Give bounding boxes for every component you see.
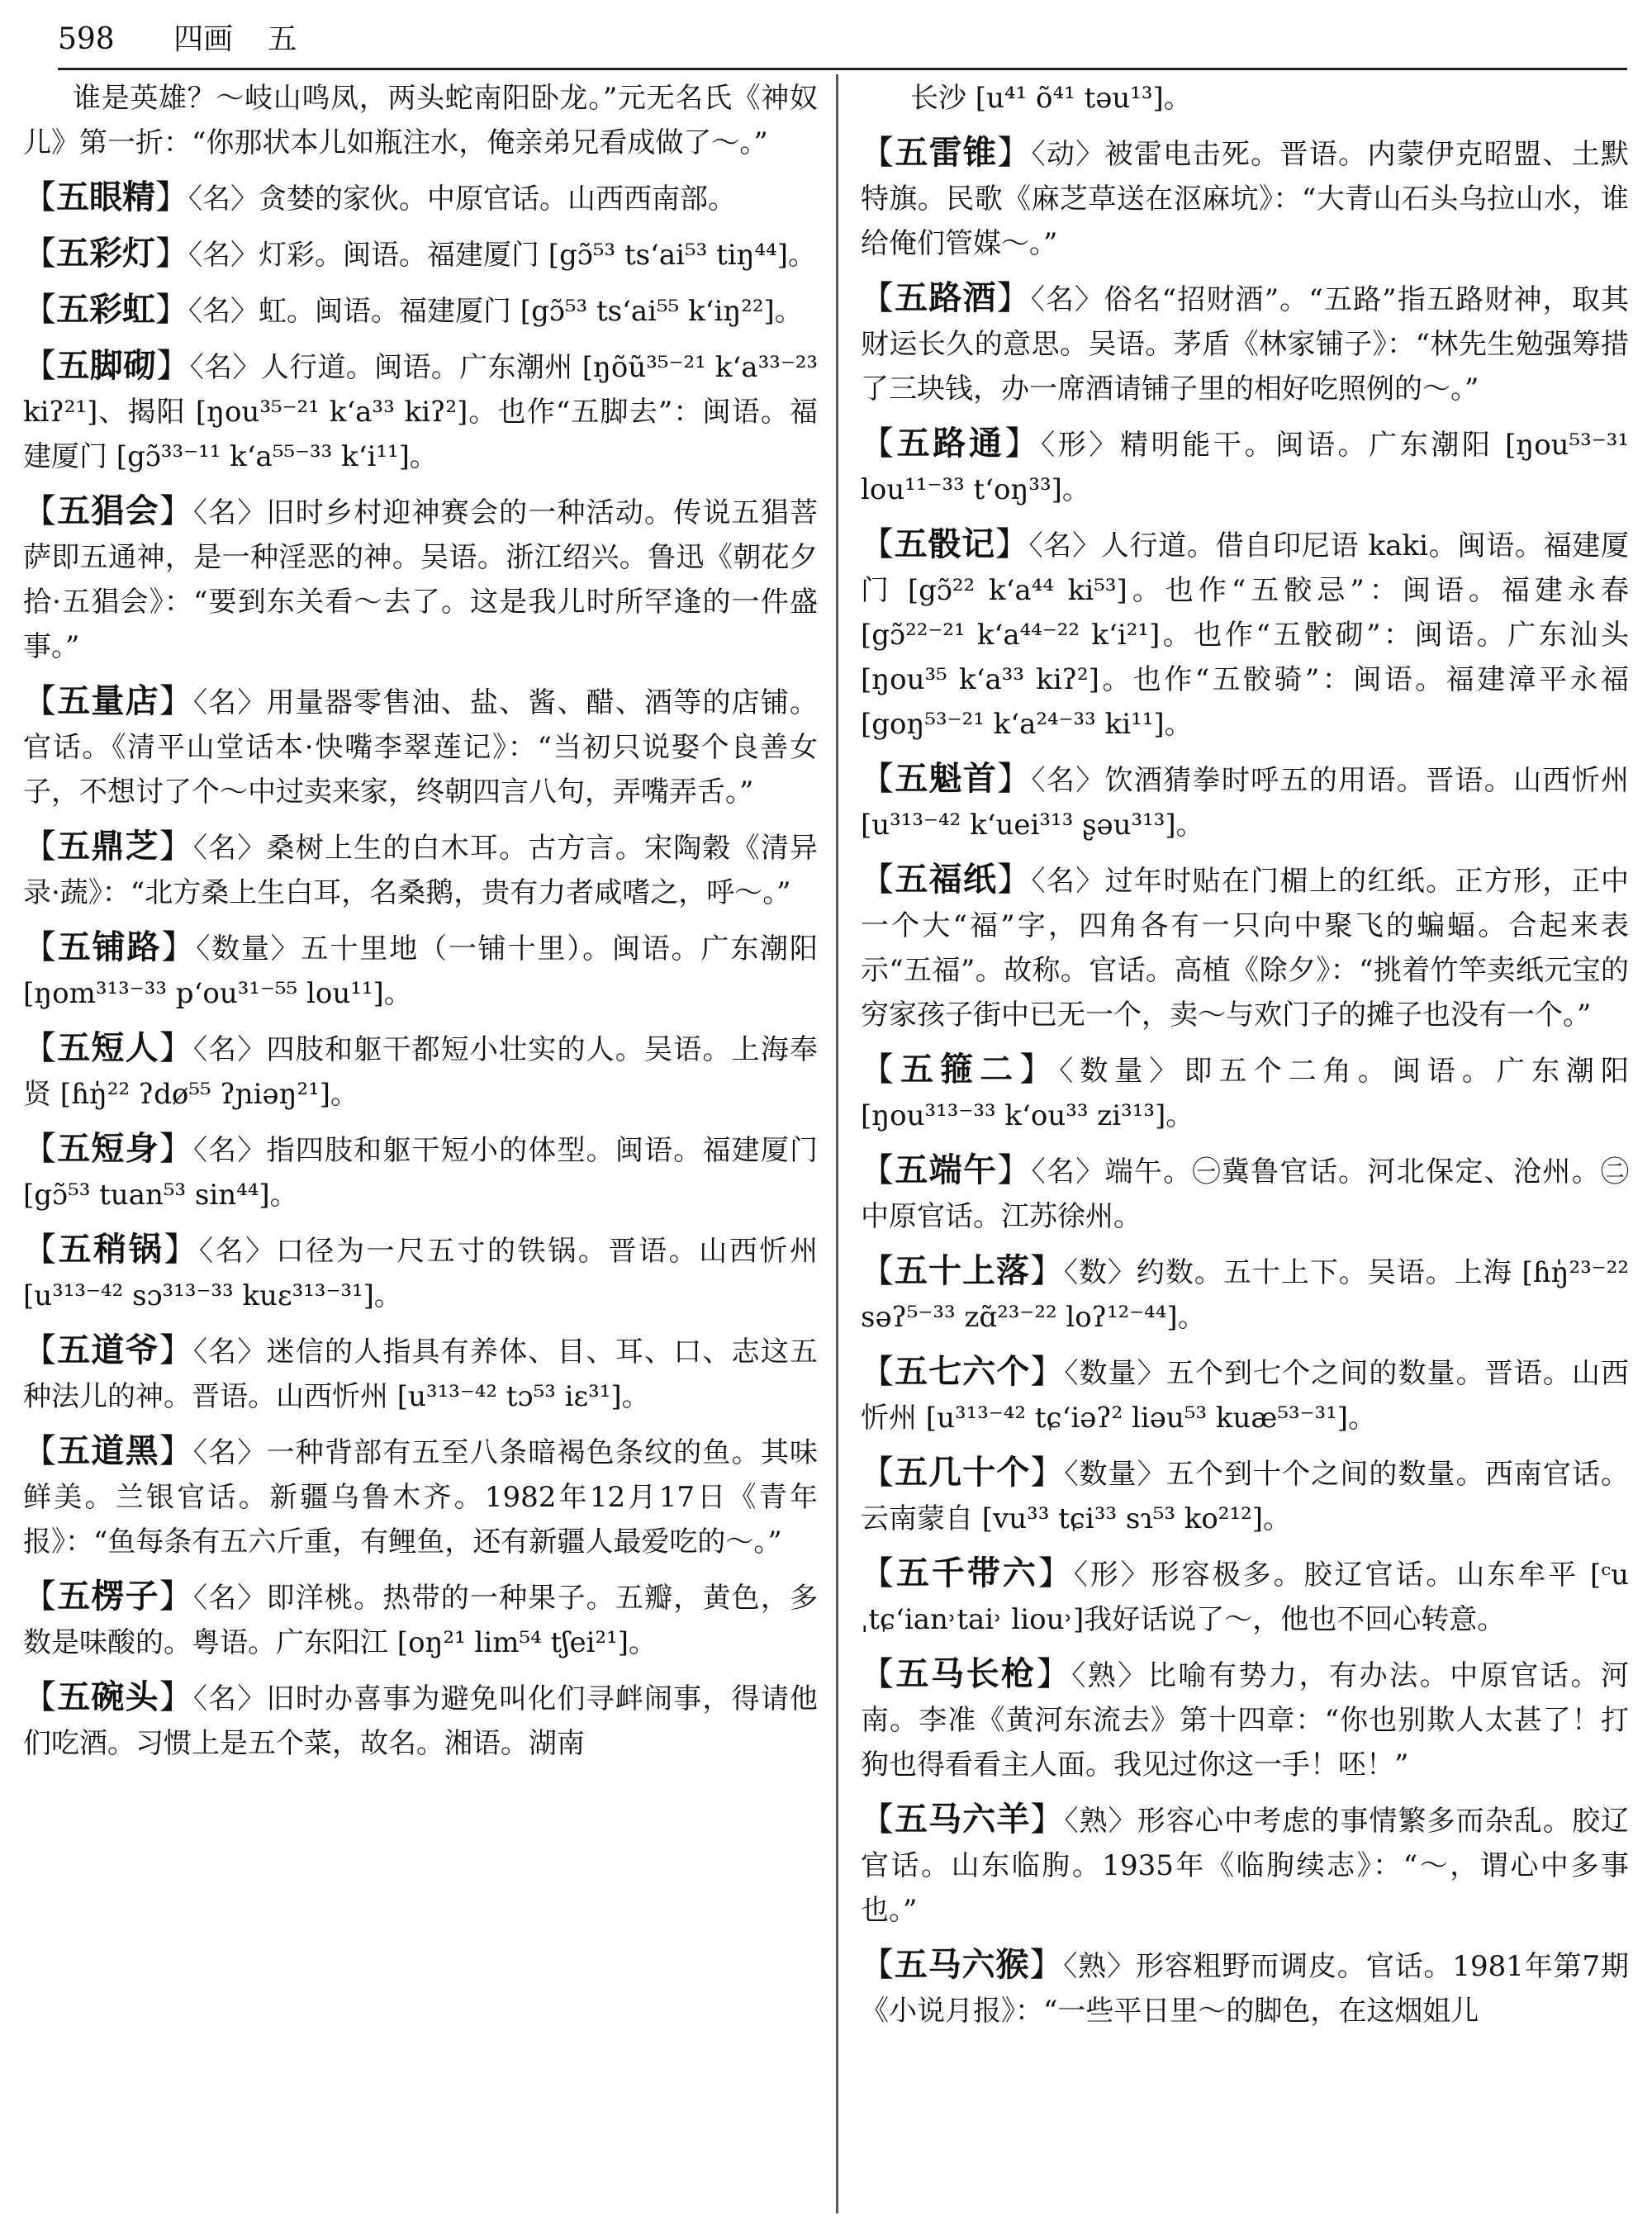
entry-definition: 〈名〉一种背部有五至八条暗褐色条纹的鱼。其味鲜美。兰银官话。新疆乌鲁木齐。1982年12月17日《青年报》：“鱼每条有五六斤重，有鲤鱼，还有新疆人最爱吃的～。”: [23, 1436, 818, 1559]
entry-definition: 〈名〉端午。㊀冀鲁官话。河北保定、沧州。㊁中原官话。江苏徐州。: [861, 1155, 1629, 1233]
dictionary-entry: [23, 344, 818, 479]
dictionary-entry: [861, 1350, 1629, 1440]
entry-definition: 〈动〉被雷电击死。晋语。内蒙伊克昭盟、土默特旗。民歌《麻芝草送在沤麻坑》：“大青山石头乌拉山水，谁给俺们管媒～。”: [861, 138, 1629, 260]
dictionary-entry: [861, 1047, 1629, 1138]
entry-definition: 〈熟〉比喻有势力，有办法。中原官话。河南。李准《黄河东流去》第十四章：“你也别欺人太甚了！打狗也得看看主人面。我见过你这一手！呸！”: [861, 1659, 1629, 1782]
dictionary-entry: [861, 130, 1629, 266]
dictionary-entry: [861, 757, 1629, 847]
entry-definition: 〈数量〉五个到十个之间的数量。西南官话。云南蒙自 [vu³³ tɕi³³ sɿ⁵³ ko²¹²]。: [861, 1458, 1629, 1535]
page-header: [58, 17, 1627, 66]
dictionary-entry: [861, 1652, 1629, 1787]
dictionary-entry: [23, 1227, 818, 1318]
dictionary-entry: [23, 1127, 818, 1217]
entry-headword: 【五稍锅】: [23, 1230, 200, 1269]
entry-definition: 〈数量〉五个到七个之间的数量。晋语。山西忻州 [u³¹³⁻⁴² tɕʻiəʔ² liəu⁵³ kuæ⁵³⁻³¹]。: [861, 1357, 1629, 1435]
entry-definition: 〈熟〉形容心中考虑的事情繁多而杂乱。胶辽官话。山东临朐。1935年《临朐续志》：“～，谓心中多事也。”: [861, 1805, 1629, 1927]
dictionary-entry: [861, 1450, 1629, 1541]
entry-definition: 〈名〉虹。闽语。福建厦门 [gɔ̃⁵³ tsʻai⁵⁵ kʻiŋ²²]。: [188, 295, 803, 328]
entry-headword: 【五千带六】: [861, 1554, 1074, 1592]
continuation-text: 谁是英雄？～岐山鸣凤，两头蛇南阳卧龙。”元无名氏《神奴儿》第一折：“你那状本儿如瓶注水，俺亲弟兄看成做了～。”: [23, 82, 818, 159]
entry-headword: 【五道爷】: [23, 1331, 193, 1369]
entry-headword: 【五眼精】: [23, 178, 188, 216]
dictionary-entry: [23, 1328, 818, 1419]
entry-headword: 【五魁首】: [861, 759, 1032, 798]
entry-definition: 〈形〉形容极多。胶辽官话。山东牟平 [ᶜu ˌtɕʻian˒tai˒ liou˒]我好话说了～，他也不回心转意。: [861, 1559, 1629, 1636]
dictionary-entry: [23, 1675, 818, 1766]
entry-headword: 【五路通】: [861, 424, 1042, 463]
entry-headword: 【五短身】: [23, 1129, 193, 1168]
entry-headword: 【五楞子】: [23, 1577, 193, 1616]
dictionary-entry: [23, 231, 818, 278]
dictionary-entry: [23, 1429, 818, 1564]
dictionary-entry: [23, 824, 818, 915]
dictionary-entry: [23, 1574, 818, 1665]
entry-headword: 【五马长枪】: [861, 1654, 1072, 1693]
dictionary-entry: [861, 1148, 1629, 1239]
entry-definition: 〈名〉贪婪的家伙。中原官话。山西西南部。: [188, 183, 736, 216]
entry-headword: 【五铺路】: [23, 928, 197, 966]
entry-headword: 【五骰记】: [861, 524, 1029, 563]
entry-headword: 【五十上落】: [861, 1251, 1064, 1290]
dictionary-entry: [23, 925, 818, 1016]
entry-headword: 【五几十个】: [861, 1453, 1065, 1492]
entry-headword: 【五马六羊】: [861, 1800, 1065, 1839]
dictionary-entry: [23, 489, 818, 669]
entry-definition: 〈熟〉形容粗野而调皮。官话。1981年第7期《小说月报》：“一些平日里～的脚色，在这烟姐儿: [861, 1950, 1629, 2028]
entry-headword: 【五箍二】: [861, 1050, 1060, 1089]
page-number: 598: [58, 22, 115, 56]
entry-definition: 〈名〉四肢和躯干都短小壮实的人。吴语。上海奉贤 [ɦŋ̍²² ʔdø⁵⁵ ʔɲiəŋ²¹]。: [23, 1033, 818, 1111]
continuation-text: 长沙 [u⁴¹ õ⁴¹ təu¹³]。: [910, 82, 1192, 115]
entry-definition: 〈名〉饮酒猜拳时呼五的用语。晋语。山西忻州 [u³¹³⁻⁴² kʻuei³¹³ ʂəu³¹³]。: [861, 764, 1629, 842]
entry-definition: 〈数量〉即五个二角。闽语。广东潮阳 [ŋou³¹³⁻³³ kʻou³³ zi³¹³]。: [861, 1055, 1629, 1132]
entry-headword: 【五彩虹】: [23, 290, 188, 329]
entry-definition: 〈形〉精明能干。闽语。广东潮阳 [ŋou⁵³⁻³¹ lou¹¹⁻³³ tʻoŋ³³]。: [861, 429, 1629, 506]
entry-definition: 〈名〉口径为一尺五寸的铁锅。晋语。山西忻州 [u³¹³⁻⁴² sɔ³¹³⁻³³ kuɛ³¹³⁻³¹]。: [23, 1235, 818, 1312]
entry-headword: 【五量店】: [23, 681, 193, 720]
entry-headword: 【五雷锥】: [861, 133, 1032, 172]
dictionary-entry: [23, 1026, 818, 1117]
entry-definition: 〈名〉指四肢和躯干短小的体型。闽语。福建厦门 [gɔ̃⁵³ tuan⁵³ sin⁴⁴]。: [23, 1134, 818, 1212]
entry-headword: 【五碗头】: [23, 1677, 193, 1716]
dictionary-entry: [861, 276, 1629, 411]
entry-definition: 〈名〉人行道。借自印尼语 kaki。闽语。福建厦门 [gɔ̃²² kʻa⁴⁴ ki⁵³]。也作“五骹忌”：闽语。福建永春 [gɔ̃²²⁻²¹ kʻa⁴⁴⁻²² kʻi²¹]。也作“五骹砌”：闽语。广东汕头 [ŋou³⁵ kʻa³³ kiʔ²]。也作“五骹骑”：闽语。福建漳平永福 [goŋ⁵³⁻²¹ kʻa²⁴⁻³³ ki¹¹]。: [861, 529, 1629, 741]
dictionary-entry: [861, 421, 1629, 512]
entry-definition: 〈名〉旧时办喜事为避免叫化们寻衅闹事，得请他们吃酒。习惯上是五个菜，故名。湘语。湖南: [23, 1682, 818, 1760]
dictionary-entry: [23, 175, 818, 221]
entry-definition: 〈名〉过年时贴在门楣上的红纸。正方形，正中一个大“福”字，四角各有一只向中聚飞的蝙蝠。合起来表示“五福”。故称。官话。高植《除夕》：“挑着竹竿卖纸元宝的穷家孩子街中已无一个，卖～与欢门子的摊子也没有一个。”: [861, 865, 1629, 1032]
entry-headword: 【五鼎芝】: [23, 827, 193, 866]
dictionary-entry: [861, 1249, 1629, 1340]
entry-definition: 〈名〉用量器零售油、盐、酱、醋、酒等的店铺。官话。《清平山堂话本·快嘴李翠莲记》：“当初只说娶个良善女子，不想讨了个～中过卖来家，终朝四言八句，弄嘴弄舌。”: [23, 686, 818, 809]
dictionary-entry: [23, 287, 818, 334]
entry-definition: 〈名〉桑树上生的白木耳。古方言。宋陶穀《清异录·蔬》：“北方桑上生白耳，名桑鹅，贵有力者咸嗜之，呼～。”: [23, 832, 818, 909]
dictionary-entry: [861, 1797, 1629, 1933]
dictionary-entry: [861, 857, 1629, 1037]
entry-headword: 【五猖会】: [23, 491, 193, 530]
entry-definition: 〈名〉即洋桃。热带的一种果子。五瓣，黄色，多数是味酸的。粤语。广东阳江 [oŋ²¹ lim⁵⁴ tʃei²¹]。: [23, 1582, 818, 1659]
dictionary-entry: [861, 1943, 1629, 2033]
entry-headword: 【五端午】: [861, 1151, 1032, 1189]
header-rule: [58, 68, 1627, 70]
entry-definition: 〈名〉灯彩。闽语。福建厦门 [gɔ̃⁵³ tsʻai⁵³ tiŋ⁴⁴]。: [188, 239, 817, 272]
left-column: [23, 76, 818, 2223]
entry-headword: 【五路酒】: [861, 278, 1031, 317]
section-label: 四画: [173, 22, 234, 56]
dictionary-entry: [23, 679, 818, 814]
entry-definition: 〈名〉旧时乡村迎神赛会的一种活动。传说五猖菩萨即五通神，是一种淫恶的神。吴语。浙江绍兴。鲁迅《朝花夕拾·五猖会》：“要到东关看～去了。这是我儿时所罕逢的一件盛事。”: [23, 496, 818, 663]
entry-definition: 〈数〉约数。五十上下。吴语。上海 [ɦŋ̍²³⁻²² səʔ⁵⁻³³ zɑ̃²³⁻²² loʔ¹²⁻⁴⁴]。: [861, 1256, 1629, 1334]
entry-headword: 【五福纸】: [861, 860, 1032, 899]
entry-definition: 〈名〉迷信的人指具有养体、目、耳、口、志这五种法儿的神。晋语。山西忻州 [u³¹³⁻⁴² tɔ⁵³ iɛ³¹]。: [23, 1336, 818, 1413]
column-divider: [836, 74, 838, 2213]
entry-headword: 【五七六个】: [861, 1352, 1065, 1391]
entry-definition: 〈数量〉五十里地（一铺十里）。闽语。广东潮阳 [ŋom³¹³⁻³³ pʻou³¹⁻⁵⁵ lou¹¹]。: [23, 932, 818, 1010]
entry-headword: 【五短人】: [23, 1028, 193, 1067]
entry-headword: 【五彩灯】: [23, 234, 188, 273]
dictionary-entry: [861, 1551, 1629, 1642]
right-column: [861, 76, 1629, 2223]
dictionary-entry: [861, 522, 1629, 747]
entry-headword: 【五脚砌】: [23, 346, 190, 385]
entry-headword: 【五马六猴】: [861, 1945, 1064, 1984]
index-character: 五: [267, 22, 297, 56]
entry-definition: 〈名〉人行道。闽语。广东潮州 [ŋõũ³⁵⁻²¹ kʻa³³⁻²³ kiʔ²¹]、揭阳 [ŋou³⁵⁻²¹ kʻa³³ kiʔ²]。也作“五脚去”：闽语。福建厦门 [gɔ̃³³⁻¹¹ kʻa⁵⁵⁻³³ kʻi¹¹]。: [23, 351, 818, 473]
entry-definition: 〈名〉俗名“招财酒”。“五路”指五路财神，取其财运长久的意思。吴语。茅盾《林家铺子》：“林先生勉强筹措了三块钱，办一席酒请铺子里的相好吃照例的～。”: [861, 283, 1629, 406]
entry-headword: 【五道黑】: [23, 1431, 193, 1470]
